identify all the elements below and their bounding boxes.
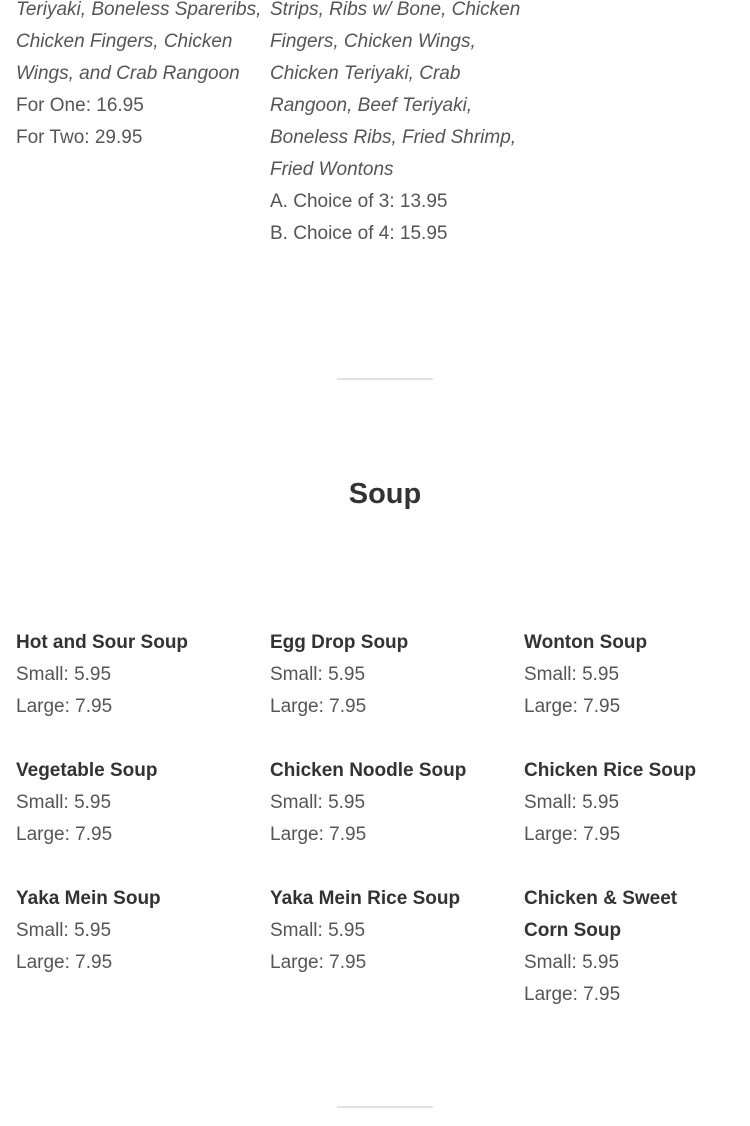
combo-mid-desc-line: Strips, Ribs w/ Bone, Chicken (270, 0, 521, 20)
soup-item-name: Hot and Sour Soup (16, 632, 189, 653)
soup-item-large-price: Large: 7.95 (270, 952, 367, 973)
soup-item (270, 883, 495, 979)
combo-mid-desc-line: Boneless Ribs, Fried Shrimp, (270, 127, 517, 148)
soup-item-large-price: Large: 7.95 (270, 824, 367, 845)
soup-item-name: Wonton Soup (524, 632, 648, 653)
combo-left-desc-line: Teriyaki, Boneless Spareribs, (16, 0, 262, 20)
soup-item-small-price: Small: 5.95 (270, 920, 366, 941)
combo-left-column (16, 0, 262, 154)
section-divider-top (337, 378, 433, 380)
combo-mid-column (270, 0, 521, 250)
soup-item-large-price: Large: 7.95 (524, 824, 621, 845)
soup-item-small-price: Small: 5.95 (524, 952, 620, 973)
combo-mid-desc-line: Fried Wontons (270, 159, 394, 180)
combo-left-desc-line: Wings, and Crab Rangoon (16, 63, 240, 84)
soup-item-large-price: Large: 7.95 (16, 824, 113, 845)
soup-item (270, 755, 495, 851)
soup-item-small-price: Small: 5.95 (524, 664, 620, 685)
combo-left-price-two: For Two: 29.95 (16, 127, 143, 148)
soup-item-name: Yaka Mein Soup (16, 888, 161, 909)
soup-item-small-price: Small: 5.95 (524, 792, 620, 813)
combo-mid-desc-line: Fingers, Chicken Wings, (270, 31, 476, 52)
soup-item-small-price: Small: 5.95 (16, 920, 112, 941)
soup-item-name: Yaka Mein Rice Soup (270, 888, 461, 909)
soup-section-title: Soup (348, 478, 422, 510)
combo-mid-desc-line: Chicken Teriyaki, Crab (270, 63, 461, 84)
soup-item (16, 883, 241, 979)
soup-item (524, 627, 749, 723)
combo-mid-price-choice-4: B. Choice of 4: 15.95 (270, 223, 448, 244)
soup-item (16, 627, 241, 723)
section-divider-bottom (337, 1106, 433, 1108)
soup-item-small-price: Small: 5.95 (270, 664, 366, 685)
combo-left-price-one: For One: 16.95 (16, 95, 144, 116)
soup-item (524, 755, 749, 851)
soup-item-large-price: Large: 7.95 (524, 984, 621, 1005)
soup-item-large-price: Large: 7.95 (524, 696, 621, 717)
soup-item (270, 627, 495, 723)
soup-item-small-price: Small: 5.95 (16, 792, 112, 813)
combo-mid-desc-line: Rangoon, Beef Teriyaki, (270, 95, 473, 116)
soup-item-large-price: Large: 7.95 (270, 696, 367, 717)
soup-item (524, 883, 724, 1011)
combo-mid-price-choice-3: A. Choice of 3: 13.95 (270, 191, 448, 212)
soup-item-small-price: Small: 5.95 (270, 792, 366, 813)
soup-item-name: Chicken & Sweet Corn Soup (524, 888, 678, 941)
soup-item-name: Chicken Rice Soup (524, 760, 697, 781)
combo-left-desc-line: Chicken Fingers, Chicken (16, 31, 233, 52)
soup-item-name: Egg Drop Soup (270, 632, 409, 653)
soup-item-name: Chicken Noodle Soup (270, 760, 467, 781)
soup-item-large-price: Large: 7.95 (16, 952, 113, 973)
soup-item-small-price: Small: 5.95 (16, 664, 112, 685)
soup-item (16, 755, 241, 851)
soup-item-large-price: Large: 7.95 (16, 696, 113, 717)
soup-item-name: Vegetable Soup (16, 760, 158, 781)
